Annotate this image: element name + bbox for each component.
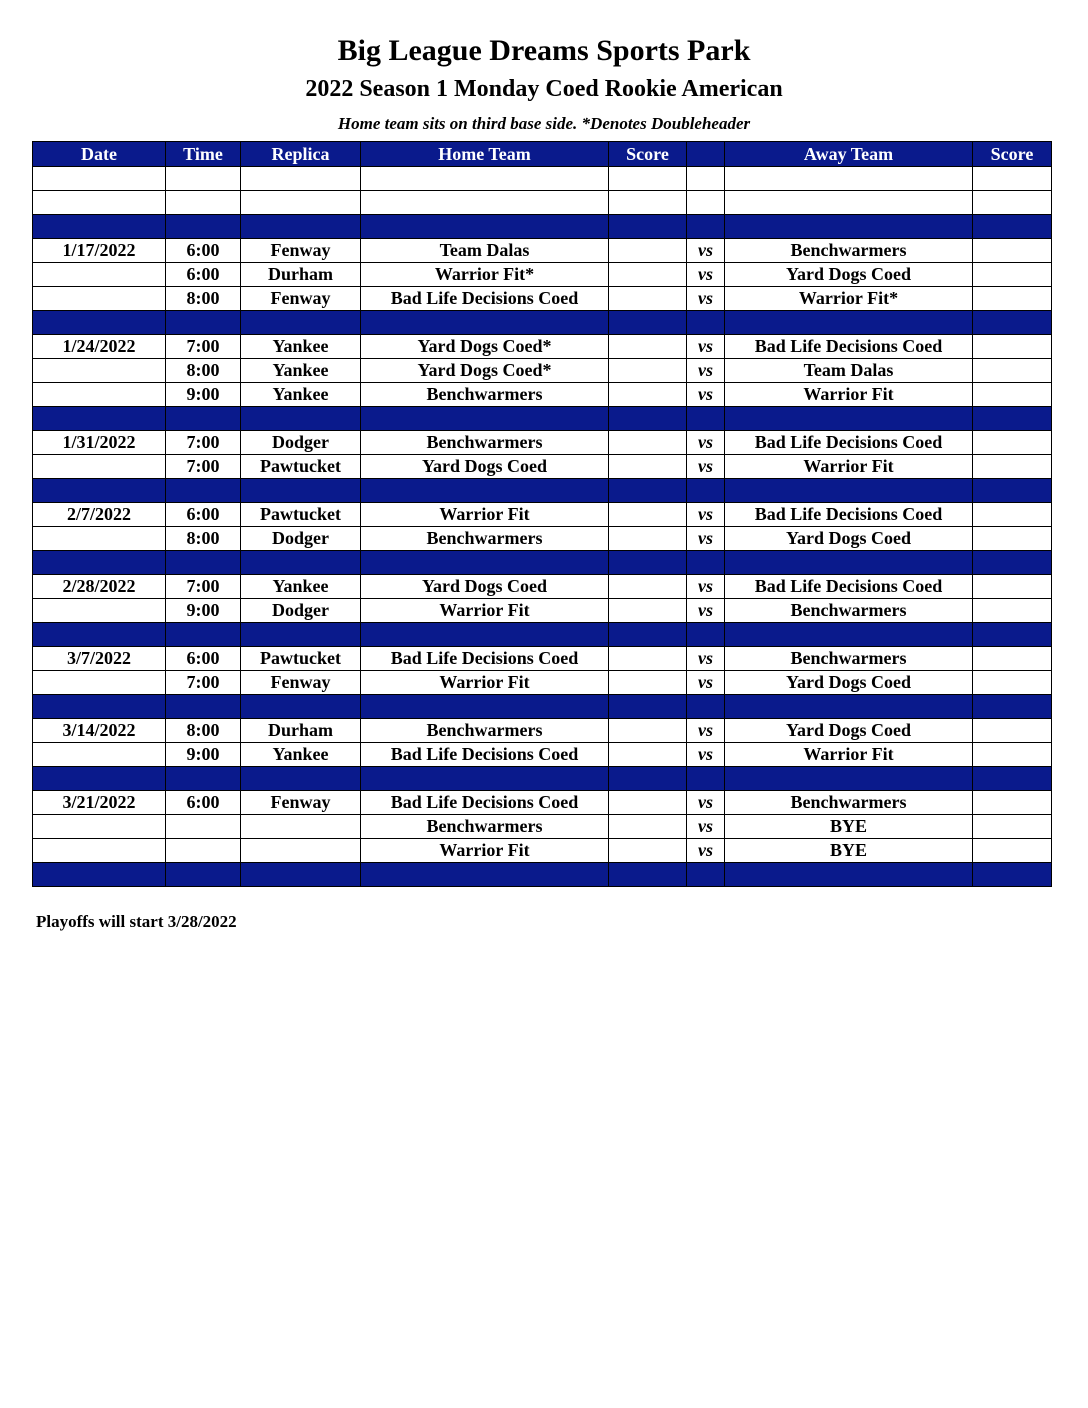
date-cell (33, 167, 166, 191)
date-cell (33, 863, 166, 887)
home-team-cell (361, 311, 609, 335)
replica-cell (241, 863, 361, 887)
home-team-cell: Yard Dogs Coed (361, 575, 609, 599)
away-team-cell: Bad Life Decisions Coed (725, 431, 973, 455)
table-row (33, 287, 1052, 311)
vs-cell (687, 695, 725, 719)
time-cell (166, 167, 241, 191)
separator-row (33, 551, 1052, 575)
home-score-cell (609, 359, 687, 383)
vs-cell: vs (687, 575, 725, 599)
time-cell: 9:00 (166, 743, 241, 767)
replica-cell: Durham (241, 719, 361, 743)
date-cell: 1/24/2022 (33, 335, 166, 359)
away-team-cell (725, 695, 973, 719)
time-cell: 9:00 (166, 383, 241, 407)
home-score-cell (609, 455, 687, 479)
separator-row (33, 407, 1052, 431)
time-cell (166, 623, 241, 647)
date-cell (33, 191, 166, 215)
vs-cell (687, 551, 725, 575)
vs-cell: vs (687, 815, 725, 839)
table-row (33, 671, 1052, 695)
away-score-cell (973, 767, 1052, 791)
away-team-cell (725, 407, 973, 431)
away-score-cell (973, 503, 1052, 527)
vs-cell: vs (687, 671, 725, 695)
col-header-date: Date (33, 142, 166, 167)
time-cell (166, 191, 241, 215)
replica-cell: Fenway (241, 671, 361, 695)
replica-cell: Yankee (241, 383, 361, 407)
blank-row (33, 191, 1052, 215)
col-header-home-score: Score (609, 142, 687, 167)
away-team-cell: Bad Life Decisions Coed (725, 503, 973, 527)
date-cell (33, 383, 166, 407)
replica-cell (241, 167, 361, 191)
away-score-cell (973, 383, 1052, 407)
separator-row (33, 863, 1052, 887)
replica-cell: Yankee (241, 359, 361, 383)
away-score-cell (973, 815, 1052, 839)
time-cell: 7:00 (166, 431, 241, 455)
date-cell (33, 287, 166, 311)
home-score-cell (609, 287, 687, 311)
replica-cell (241, 551, 361, 575)
home-team-cell (361, 167, 609, 191)
home-score-cell (609, 407, 687, 431)
table-row (33, 359, 1052, 383)
home-score-cell (609, 311, 687, 335)
time-cell (166, 479, 241, 503)
vs-cell (687, 167, 725, 191)
table-row (33, 839, 1052, 863)
table-row (33, 743, 1052, 767)
away-score-cell (973, 287, 1052, 311)
home-score-cell (609, 815, 687, 839)
home-score-cell (609, 503, 687, 527)
date-cell (33, 215, 166, 239)
away-team-cell: Bad Life Decisions Coed (725, 335, 973, 359)
away-score-cell (973, 311, 1052, 335)
home-score-cell (609, 191, 687, 215)
away-team-cell (725, 479, 973, 503)
away-score-cell (973, 359, 1052, 383)
vs-cell (687, 311, 725, 335)
home-score-cell (609, 791, 687, 815)
vs-cell: vs (687, 527, 725, 551)
table-row (33, 263, 1052, 287)
home-team-cell: Warrior Fit (361, 503, 609, 527)
away-score-cell (973, 407, 1052, 431)
table-row (33, 335, 1052, 359)
date-cell: 3/7/2022 (33, 647, 166, 671)
home-score-cell (609, 551, 687, 575)
home-score-cell (609, 431, 687, 455)
home-score-cell (609, 215, 687, 239)
away-team-cell: Yard Dogs Coed (725, 263, 973, 287)
away-score-cell (973, 263, 1052, 287)
date-cell: 1/17/2022 (33, 239, 166, 263)
vs-cell: vs (687, 839, 725, 863)
replica-cell (241, 215, 361, 239)
replica-cell: Dodger (241, 431, 361, 455)
home-team-cell: Benchwarmers (361, 527, 609, 551)
date-cell (33, 695, 166, 719)
away-team-cell: Benchwarmers (725, 791, 973, 815)
replica-cell: Dodger (241, 527, 361, 551)
vs-cell (687, 623, 725, 647)
date-cell (33, 743, 166, 767)
table-row (33, 647, 1052, 671)
date-cell (33, 815, 166, 839)
time-cell: 8:00 (166, 359, 241, 383)
date-cell (33, 527, 166, 551)
home-team-cell: Bad Life Decisions Coed (361, 791, 609, 815)
col-header-time: Time (166, 142, 241, 167)
date-cell: 3/21/2022 (33, 791, 166, 815)
away-team-cell: Warrior Fit* (725, 287, 973, 311)
away-team-cell: Benchwarmers (725, 239, 973, 263)
away-score-cell (973, 527, 1052, 551)
home-team-cell: Benchwarmers (361, 431, 609, 455)
home-score-cell (609, 479, 687, 503)
away-team-cell: Benchwarmers (725, 599, 973, 623)
home-team-cell (361, 551, 609, 575)
date-cell: 1/31/2022 (33, 431, 166, 455)
time-cell: 7:00 (166, 575, 241, 599)
home-score-cell (609, 647, 687, 671)
away-score-cell (973, 191, 1052, 215)
away-score-cell (973, 215, 1052, 239)
away-team-cell (725, 623, 973, 647)
away-score-cell (973, 743, 1052, 767)
home-score-cell (609, 167, 687, 191)
vs-cell (687, 863, 725, 887)
home-team-cell: Warrior Fit* (361, 263, 609, 287)
table-row (33, 431, 1052, 455)
home-score-cell (609, 383, 687, 407)
home-team-cell: Yard Dogs Coed* (361, 335, 609, 359)
home-score-cell (609, 335, 687, 359)
away-score-cell (973, 647, 1052, 671)
home-team-cell (361, 407, 609, 431)
date-cell (33, 599, 166, 623)
away-score-cell (973, 695, 1052, 719)
date-cell (33, 263, 166, 287)
date-cell (33, 479, 166, 503)
time-cell: 8:00 (166, 287, 241, 311)
replica-cell (241, 695, 361, 719)
home-team-cell: Benchwarmers (361, 383, 609, 407)
page-title: Big League Dreams Sports Park (337, 34, 751, 67)
replica-cell: Yankee (241, 575, 361, 599)
vs-cell: vs (687, 719, 725, 743)
table-row (33, 527, 1052, 551)
home-score-cell (609, 623, 687, 647)
time-cell (166, 695, 241, 719)
home-score-cell (609, 263, 687, 287)
away-team-cell (725, 767, 973, 791)
blank-row (33, 167, 1052, 191)
vs-cell: vs (687, 599, 725, 623)
away-score-cell (973, 623, 1052, 647)
home-team-cell: Benchwarmers (361, 719, 609, 743)
home-team-cell (361, 695, 609, 719)
vs-cell: vs (687, 335, 725, 359)
away-team-cell: Bad Life Decisions Coed (725, 575, 973, 599)
away-team-cell (725, 191, 973, 215)
away-team-cell: Yard Dogs Coed (725, 719, 973, 743)
time-cell (166, 311, 241, 335)
home-score-cell (609, 671, 687, 695)
away-score-cell (973, 719, 1052, 743)
time-cell: 9:00 (166, 599, 241, 623)
away-team-cell (725, 863, 973, 887)
vs-cell (687, 767, 725, 791)
replica-cell (241, 407, 361, 431)
vs-cell: vs (687, 647, 725, 671)
home-team-cell (361, 767, 609, 791)
home-team-cell (361, 863, 609, 887)
time-cell: 6:00 (166, 791, 241, 815)
vs-cell (687, 191, 725, 215)
time-cell: 8:00 (166, 719, 241, 743)
home-score-cell (609, 599, 687, 623)
time-cell (166, 215, 241, 239)
vs-cell: vs (687, 359, 725, 383)
away-team-cell: BYE (725, 815, 973, 839)
col-header-replica: Replica (241, 142, 361, 167)
home-team-cell: Bad Life Decisions Coed (361, 743, 609, 767)
home-team-cell: Warrior Fit (361, 839, 609, 863)
table-row (33, 383, 1052, 407)
replica-cell (241, 311, 361, 335)
schedule-body (33, 167, 1052, 887)
home-score-cell (609, 839, 687, 863)
home-team-cell (361, 191, 609, 215)
vs-cell: vs (687, 503, 725, 527)
away-team-cell: BYE (725, 839, 973, 863)
home-score-cell (609, 767, 687, 791)
time-cell (166, 863, 241, 887)
replica-cell: Pawtucket (241, 455, 361, 479)
table-row (33, 719, 1052, 743)
away-score-cell (973, 671, 1052, 695)
vs-cell: vs (687, 455, 725, 479)
home-score-cell (609, 695, 687, 719)
separator-row (33, 215, 1052, 239)
replica-cell (241, 767, 361, 791)
time-cell (166, 839, 241, 863)
away-team-cell: Warrior Fit (725, 383, 973, 407)
separator-row (33, 767, 1052, 791)
table-row (33, 503, 1052, 527)
away-score-cell (973, 455, 1052, 479)
away-team-cell: Yard Dogs Coed (725, 671, 973, 695)
col-header-home-team: Home Team (361, 142, 609, 167)
separator-row (33, 623, 1052, 647)
date-cell: 2/28/2022 (33, 575, 166, 599)
date-cell (33, 671, 166, 695)
replica-cell: Pawtucket (241, 503, 361, 527)
date-cell (33, 407, 166, 431)
separator-row (33, 695, 1052, 719)
away-score-cell (973, 167, 1052, 191)
separator-row (33, 479, 1052, 503)
home-team-cell: Bad Life Decisions Coed (361, 647, 609, 671)
away-score-cell (973, 551, 1052, 575)
home-team-cell: Warrior Fit (361, 671, 609, 695)
time-cell: 6:00 (166, 239, 241, 263)
vs-cell: vs (687, 263, 725, 287)
time-cell: 6:00 (166, 647, 241, 671)
time-cell (166, 767, 241, 791)
page-subtitle: 2022 Season 1 Monday Coed Rookie American (305, 76, 783, 102)
home-team-cell (361, 479, 609, 503)
table-row (33, 599, 1052, 623)
time-cell: 7:00 (166, 455, 241, 479)
away-team-cell: Benchwarmers (725, 647, 973, 671)
table-row (33, 815, 1052, 839)
date-cell (33, 359, 166, 383)
replica-cell: Fenway (241, 239, 361, 263)
playoffs-note: Playoffs will start 3/28/2022 (36, 912, 237, 931)
replica-cell: Dodger (241, 599, 361, 623)
date-cell: 2/7/2022 (33, 503, 166, 527)
away-team-cell: Warrior Fit (725, 743, 973, 767)
time-cell (166, 407, 241, 431)
col-header-away-score: Score (973, 142, 1052, 167)
away-team-cell (725, 551, 973, 575)
vs-cell: vs (687, 791, 725, 815)
replica-cell (241, 623, 361, 647)
table-row (33, 455, 1052, 479)
away-team-cell: Team Dalas (725, 359, 973, 383)
away-score-cell (973, 431, 1052, 455)
home-score-cell (609, 743, 687, 767)
replica-cell: Yankee (241, 335, 361, 359)
away-score-cell (973, 791, 1052, 815)
date-cell (33, 839, 166, 863)
away-team-cell: Yard Dogs Coed (725, 527, 973, 551)
schedule-note: Home team sits on third base side. *Denotes Doubleheader (337, 114, 751, 133)
time-cell: 6:00 (166, 263, 241, 287)
replica-cell (241, 191, 361, 215)
vs-cell: vs (687, 383, 725, 407)
time-cell: 7:00 (166, 671, 241, 695)
replica-cell: Fenway (241, 287, 361, 311)
replica-cell (241, 839, 361, 863)
home-team-cell: Benchwarmers (361, 815, 609, 839)
date-cell (33, 311, 166, 335)
away-score-cell (973, 239, 1052, 263)
vs-cell (687, 215, 725, 239)
home-team-cell (361, 215, 609, 239)
vs-cell: vs (687, 743, 725, 767)
col-header-away-team: Away Team (725, 142, 973, 167)
time-cell: 6:00 (166, 503, 241, 527)
home-team-cell: Yard Dogs Coed* (361, 359, 609, 383)
home-team-cell (361, 623, 609, 647)
away-score-cell (973, 335, 1052, 359)
home-team-cell: Team Dalas (361, 239, 609, 263)
replica-cell: Fenway (241, 791, 361, 815)
date-cell (33, 767, 166, 791)
away-score-cell (973, 599, 1052, 623)
home-score-cell (609, 719, 687, 743)
vs-cell: vs (687, 431, 725, 455)
home-team-cell: Yard Dogs Coed (361, 455, 609, 479)
away-score-cell (973, 575, 1052, 599)
home-team-cell: Bad Life Decisions Coed (361, 287, 609, 311)
replica-cell: Pawtucket (241, 647, 361, 671)
time-cell: 8:00 (166, 527, 241, 551)
vs-cell (687, 407, 725, 431)
table-row (33, 239, 1052, 263)
col-header-vs (687, 142, 725, 167)
away-team-cell (725, 311, 973, 335)
home-score-cell (609, 527, 687, 551)
home-score-cell (609, 575, 687, 599)
time-cell (166, 815, 241, 839)
replica-cell: Yankee (241, 743, 361, 767)
away-team-cell (725, 167, 973, 191)
away-team-cell: Warrior Fit (725, 455, 973, 479)
table-row (33, 575, 1052, 599)
vs-cell: vs (687, 239, 725, 263)
home-score-cell (609, 863, 687, 887)
vs-cell (687, 479, 725, 503)
time-cell: 7:00 (166, 335, 241, 359)
replica-cell (241, 479, 361, 503)
table-row (33, 791, 1052, 815)
away-score-cell (973, 479, 1052, 503)
schedule-table (32, 141, 1052, 887)
home-score-cell (609, 239, 687, 263)
date-cell (33, 551, 166, 575)
home-team-cell: Warrior Fit (361, 599, 609, 623)
date-cell: 3/14/2022 (33, 719, 166, 743)
away-score-cell (973, 839, 1052, 863)
date-cell (33, 623, 166, 647)
table-header-row (33, 142, 1052, 167)
vs-cell: vs (687, 287, 725, 311)
replica-cell (241, 815, 361, 839)
time-cell (166, 551, 241, 575)
separator-row (33, 311, 1052, 335)
away-team-cell (725, 215, 973, 239)
replica-cell: Durham (241, 263, 361, 287)
away-score-cell (973, 863, 1052, 887)
date-cell (33, 455, 166, 479)
